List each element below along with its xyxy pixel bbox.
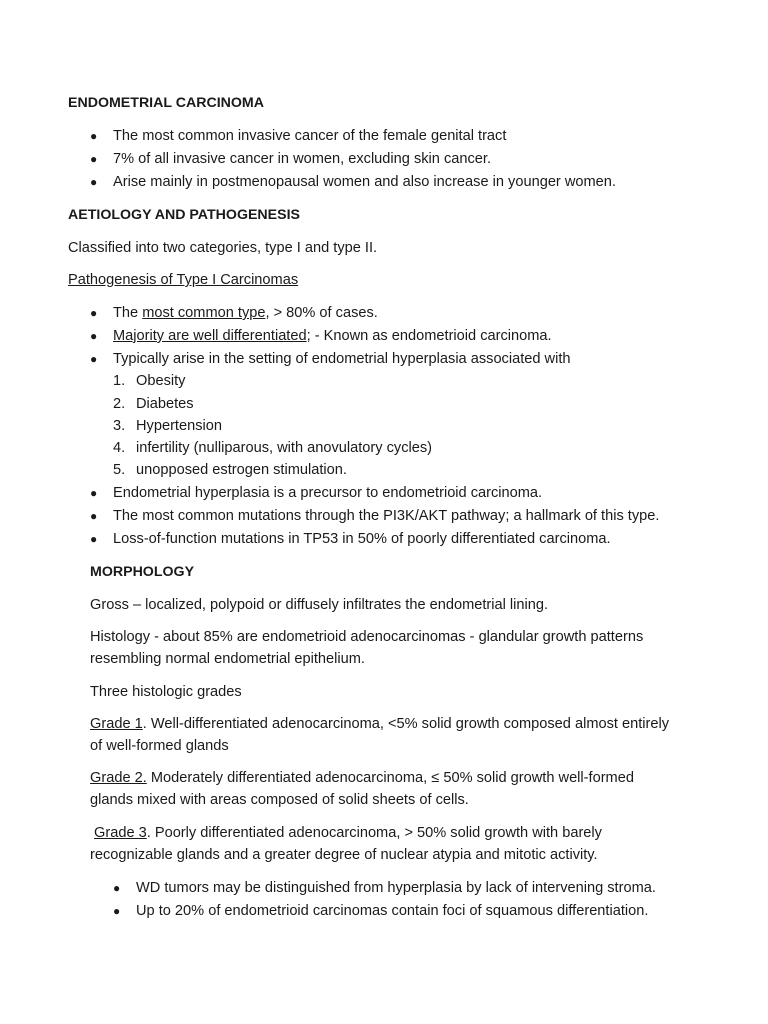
- grade-label: Grade 3: [94, 825, 147, 841]
- underlined-text: most common type: [142, 305, 266, 321]
- grade-label: Grade 1: [90, 716, 143, 732]
- bullet-icon: ●: [90, 306, 98, 320]
- grade-label: Grade 2.: [90, 770, 147, 786]
- bullet-icon: ●: [90, 129, 98, 143]
- list-number: 2.: [113, 396, 126, 412]
- bullet-icon: ●: [113, 904, 121, 918]
- list-item: The most common mutations through the PI3K/AKT pathway; a hallmark of this type.: [113, 508, 660, 524]
- list-item: Endometrial hyperplasia is a precursor to endometrioid carcinoma.: [113, 485, 543, 501]
- numbered-item: unopposed estrogen stimulation.: [136, 462, 347, 478]
- grade-text: . Poorly differentiated adenocarcinoma, > 50% solid growth with barely: [146, 825, 602, 841]
- list-item: WD tumors may be distinguished from hyperplasia by lack of intervening stroma.: [136, 880, 656, 896]
- list-number: 4.: [113, 440, 126, 456]
- bullet-icon: ●: [113, 881, 121, 895]
- list-number: 1.: [113, 373, 126, 389]
- list-item: Loss-of-function mutations in TP53 in 50% of poorly differentiated carcinoma.: [113, 531, 611, 547]
- paragraph-intro: Classified into two categories, type I and type II.: [68, 240, 378, 256]
- bullet-icon: ●: [90, 152, 98, 166]
- paragraph-grade-2: glands mixed with areas composed of solid sheets of cells.: [90, 792, 469, 808]
- section-title-aetiology: AETIOLOGY AND PATHOGENESIS: [68, 207, 301, 223]
- bullet-icon: ●: [90, 329, 98, 343]
- paragraph-gross: Gross – localized, polypoid or diffusely infiltrates the endometrial lining.: [90, 597, 549, 613]
- paragraph-grade-2: [90, 767, 634, 789]
- bullet-icon: ●: [90, 352, 98, 366]
- paragraph-grade-3: recognizable glands and a greater degree of nuclear atypia and mitotic activity.: [90, 847, 598, 863]
- paragraph-grade-1: [90, 713, 669, 735]
- numbered-item: Diabetes: [136, 396, 194, 412]
- list-item: Typically arise in the setting of endometrial hyperplasia associated with: [113, 351, 571, 367]
- numbered-item: Hypertension: [136, 418, 222, 434]
- subheading-type-i: Pathogenesis of Type I Carcinomas: [68, 272, 299, 288]
- grade-text: Moderately differentiated adenocarcinoma, ≤ 50% solid growth well-formed: [146, 770, 634, 786]
- list-item: The most common invasive cancer of the female genital tract: [113, 128, 507, 144]
- paragraph-histology: Histology - about 85% are endometrioid adenocarcinomas - glandular growth patterns: [90, 629, 644, 645]
- bullet-icon: ●: [90, 532, 98, 546]
- numbered-item: Obesity: [136, 373, 186, 389]
- section-title-endometrial-carcinoma: ENDOMETRIAL CARCINOMA: [68, 95, 264, 111]
- paragraph-grade-3: [94, 822, 602, 844]
- list-item-text: The: [113, 305, 143, 321]
- paragraph-grade-1: of well-formed glands: [90, 738, 229, 754]
- list-item-text: , > 80% of cases.: [265, 305, 378, 321]
- list-item: Up to 20% of endometrioid carcinomas contain foci of squamous differentiation.: [136, 903, 649, 919]
- list-item: Arise mainly in postmenopausal women and also increase in younger women.: [113, 174, 616, 190]
- bullet-icon: ●: [90, 509, 98, 523]
- underlined-text: Majority are well differentiated: [113, 328, 307, 344]
- list-item: [113, 302, 378, 324]
- grade-text: . Well-differentiated adenocarcinoma, <5% solid growth composed almost entirely: [142, 716, 670, 732]
- bullet-icon: ●: [90, 486, 98, 500]
- list-item-text: ; - Known as endometrioid carcinoma.: [306, 328, 552, 344]
- list-number: 5.: [113, 462, 126, 478]
- paragraph-grades-intro: Three histologic grades: [90, 684, 242, 700]
- numbered-item: infertility (nulliparous, with anovulatory cycles): [136, 440, 433, 456]
- list-item: [113, 325, 552, 347]
- section-title-morphology: MORPHOLOGY: [90, 564, 195, 580]
- bullet-icon: ●: [90, 175, 98, 189]
- list-item: 7% of all invasive cancer in women, excluding skin cancer.: [113, 151, 492, 167]
- paragraph-histology: resembling normal endometrial epithelium.: [90, 651, 365, 667]
- list-number: 3.: [113, 418, 126, 434]
